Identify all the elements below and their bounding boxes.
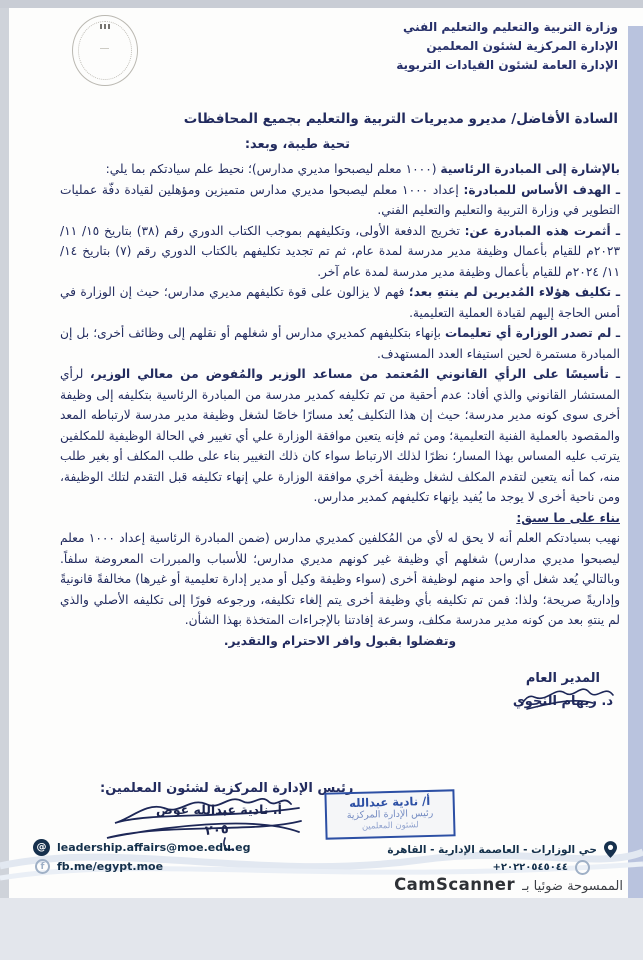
seal-inner-ring: [78, 21, 132, 80]
phone-row: [492, 860, 590, 875]
closing-line: وتفضلوا بقبول وافر الاحترام والتقدير.: [223, 633, 457, 648]
paragraph-rest: بإنهاء بتكليفهم كمديري مدارس أو شغلهم أو نقلهم إلى وظائف أخرى؛ بل إن المبادرة مستمرة لحين استيفاء العدد المستهدف.: [60, 326, 620, 361]
seal-top-marks: [100, 24, 110, 29]
paragraph-reference: [60, 159, 620, 180]
org-line-central-admin: الإدارة المركزية لشئون المعلمين: [426, 39, 618, 53]
facebook-row: [35, 859, 163, 874]
paragraph-lead: ـ أثمرت هذه المبادرة عن:: [464, 223, 621, 238]
stamp-name-line: أ/ نادية عبدالله: [348, 793, 431, 811]
paragraph-rest: فهم لا يزالون على قوة تكليفهم مديري مدارس؛ حيث إن الوزارة في أمس الحاجة إليهم لقيادة العملية التعليمية.: [60, 285, 620, 320]
paragraph-lead: ـ لم تصدر الوزارة أي تعليمات: [445, 326, 621, 340]
address-row: [387, 841, 617, 858]
phone-number: +٢٠٢٢٠٥٤٥٠٤٤: [492, 862, 568, 873]
paragraph-rest: (١٠٠٠ معلم ليصبحوا مديري مدارس)؛ نحيط علم سيادتكم بما يلي:: [105, 162, 437, 176]
email-icon: @: [33, 839, 50, 856]
phone-icon: [575, 860, 590, 875]
basis-heading: بناء على ما سبق:: [516, 510, 620, 525]
seal-center-mark: [100, 48, 109, 49]
ministry-seal-icon: [72, 15, 138, 86]
camscanner-note-latin: CamScanner: [394, 875, 516, 894]
paragraph-rest: تخريج الدفعة الأولى، وتكليفهم بموجب الكتاب الدوري رقم (٣٨) بتاريخ ١٥/ ١١/ ٢٠٢٣م للقيام بأعمال وظيفة مدير مدرسة لمدة عام، ثم تم تجديد تكليفهم بالكتاب الدوري رقم (٧) بتاريخ ١٤/ ١١/ ٢٠٢٤م للقيام بأعمال وظيفة مدير مدرسة لمدة عام آخر.: [60, 223, 620, 279]
camscanner-watermark: [394, 875, 623, 894]
paragraph-rest: لرأي المستشار القانوني والذي أفاد: عدم أحقية من تم تكليفه كمدير مدرسة من المبادرة الرئاسية بتكليفه إلى وظيفة أخرى سوى كونه مدير مدرسة؛ حيث إن هذا التكليف يُعد مسارًا خاصًا لشغل وظيفة مدير مدرسة لارتباطه المعد والمقصود بالعملية الفنية التعليمية؛ ومن ثم فإنه يتعين موافقة الوزارة علي أي تغيير في الحالة الوظيفية للمكلفين يترتب عليه المساس بهذا المسار؛ نظرًا لذلك الارتباط سواء كان ذلك التغيير بناء على طلب المكلف أو بغير طلب منه، كما أنه يتعين لتقدم المكلف لشغل وظيفة أخري موافقة الوزارة علي إنهاء تكليفه قبل التقدم لتلك الوظيفة، ومن ناحية أخرى لا يوجد ما يُفيد بإنهاء تكليفهم كمدير مدارس.: [60, 367, 620, 504]
central-admin-head-name: أ. نادية عبدالله عوض: [156, 802, 282, 817]
paragraph-lead: ـ تأسيسًا على الرأي القانوني المُعتمد من مساعد الوزير والمُفوض من معالي الوزير،: [90, 367, 620, 381]
letterhead: [396, 18, 618, 75]
paragraph-lead: ـ تكليف هؤلاء المُديرين لم ينتهِ بعد؛: [408, 285, 620, 299]
paragraph-rest: إعداد ١٠٠٠ معلم ليصبحوا مديري مدارس متميزين ومؤهلين لقيادة دفّة عمليات التطوير في وزارة التربية والتعليم والتعليم الفني.: [60, 182, 620, 217]
general-manager-name: د. ريهام النجوي: [512, 694, 613, 709]
facebook-handle: fb.me/egypt.moe: [57, 860, 164, 873]
addressee-line: السادة الأفاضل/ مديرو مديريات التربية والتعليم بجميع المحافظات: [183, 111, 618, 127]
scan-edge-left: [0, 8, 9, 898]
paragraph-lead: ـ الهدف الأساس للمبادرة:: [463, 182, 620, 197]
scan-edge-top: [0, 0, 643, 8]
org-line-ministry: وزارة التربية والتعليم والتعليم الفني: [402, 20, 618, 34]
location-pin-icon: [604, 841, 617, 858]
central-admin-head-title: رئيس الإدارة المركزية لشئون المعلمين:: [100, 781, 354, 796]
email-address: leadership.affairs@moe.edu.eg: [57, 841, 251, 854]
paragraph-lead: بالإشارة إلى المبادرة الرئاسية: [440, 162, 620, 176]
general-manager-title: المدير العام: [525, 671, 601, 686]
paragraph-legal-opinion: [60, 364, 620, 508]
general-manager-signature-block: [513, 671, 613, 709]
paragraph-assignment: [60, 282, 620, 323]
letter-body: [60, 159, 620, 651]
paragraph-results: [60, 221, 620, 283]
stamp-title-line: رئيس الإدارة المركزية: [346, 807, 434, 822]
camscanner-note-arabic: الممسوحة ضوئيا بـ: [522, 879, 623, 894]
scan-bottom-margin: [0, 898, 643, 960]
stamp-dept-line: لشئون المعلمين: [361, 820, 419, 832]
paragraph-no-instructions: [60, 323, 620, 364]
scan-edge-right: [628, 26, 643, 898]
paragraph-conclusion: نهيب بسيادتكم العلم أنه لا يحق له لأي من المُكلفين كمديري مدارس (ضمن المبادرة الرئاسية إعداد ١٠٠٠ معلم ليصبحوا مديري مدارس) شغلهم أي وظيفة غير كونهم مديري مدارس؛ للأسباب والمبررات المعروضة سلفاً. وبالتالي يُعد شغل أي واحد منهم لوظيفة أخرى (سواء وظيفة وكيل أو مدير إدارة تعليمية أو غيرها) مخالفةً قانونيةً وإداريةً صريحة؛ ولذا: فمن تم تكليفه بأي وظيفة أخرى يتم إلغاء تكليفه، ورجوعه فورًا إلى تكليفه الأصلي والذي لم ينتهِ بعد من كونه مدير مدرسة مكلف، وسرعة إفادتنا بالإجراءات المتخذة بهذا الشأن.: [60, 531, 620, 627]
contact-footer: [0, 836, 643, 880]
email-row: [33, 839, 250, 856]
address-text: حي الوزارات - العاصمة الإدارية - القاهرة: [387, 843, 597, 856]
facebook-icon: f: [35, 859, 50, 874]
general-manager-signature-icon: [519, 681, 619, 711]
org-line-general-admin: الإدارة العامة لشئون القيادات التربوية: [396, 58, 618, 72]
handwritten-note: ٢٠٥: [204, 821, 230, 840]
greeting-line: تحية طيبة، وبعد:: [244, 137, 350, 152]
paragraph-goal: [60, 180, 620, 221]
